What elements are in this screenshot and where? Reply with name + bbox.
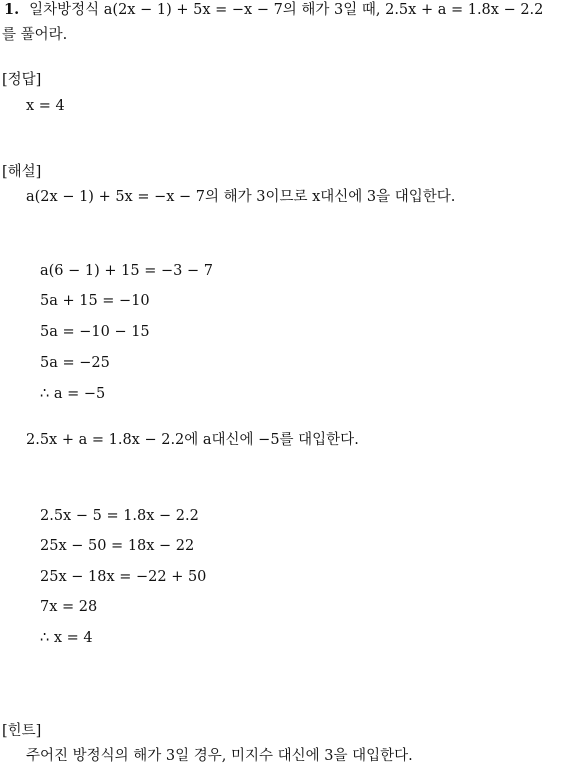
answer-value: x = 4 xyxy=(26,98,65,114)
solution-intro: a(2x − 1) + 5x = −x − 7의 해가 3이므로 x대신에 3을 대입한다. xyxy=(26,189,456,205)
problem-line-1 xyxy=(4,0,543,20)
solution-middle: 2.5x + a = 1.8x − 2.2에 a대신에 −5를 대입한다. xyxy=(26,432,359,448)
problem-line-2: 를 풀어라. xyxy=(2,27,68,43)
solution-step: ∴ x = 4 xyxy=(40,630,93,646)
solution-step: 5a = −25 xyxy=(40,355,110,371)
hint-text: 주어진 방정식의 해가 3일 경우, 미지수 대신에 3을 대입한다. xyxy=(26,748,413,764)
hint-header: [힌트] xyxy=(2,723,42,739)
solution-step: a(6 − 1) + 15 = −3 − 7 xyxy=(40,263,213,279)
solution-step: ∴ a = −5 xyxy=(40,386,106,402)
solution-step: 25x − 18x = −22 + 50 xyxy=(40,569,207,585)
solution-step: 7x = 28 xyxy=(40,599,98,615)
problem-number: 1. xyxy=(4,1,20,18)
solution-step: 5a = −10 − 15 xyxy=(40,324,150,340)
solution-step: 25x − 50 = 18x − 22 xyxy=(40,538,195,554)
solution-step: 2.5x − 5 = 1.8x − 2.2 xyxy=(40,508,199,524)
solution-step: 5a + 15 = −10 xyxy=(40,293,150,309)
problem-text-1: 일차방정식 a(2x − 1) + 5x = −x − 7의 해가 3일 때, 2.5x + a = 1.8x − 2.2 xyxy=(29,2,544,18)
answer-header: [정답] xyxy=(2,72,42,88)
solution-header: [해설] xyxy=(2,164,42,180)
